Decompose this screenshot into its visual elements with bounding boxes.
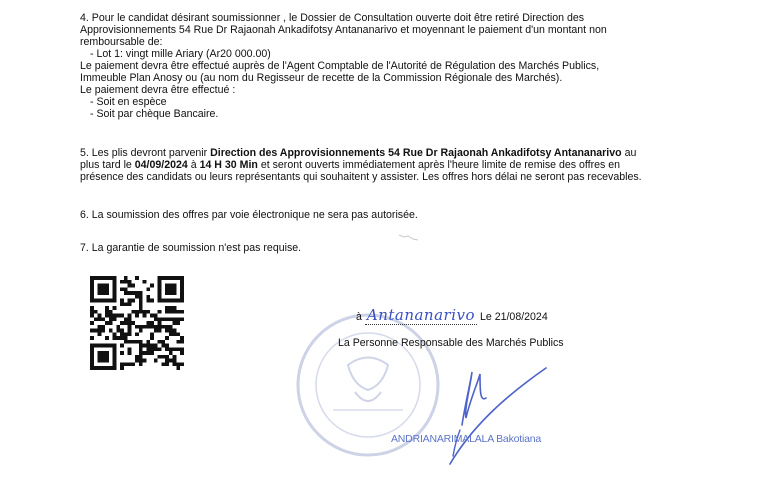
payment-option-cash: - Soit en espèce [90,96,167,108]
section-4-line-6: Le paiement devra être effectué : [80,84,236,96]
place-handwritten: Antananarivo [366,306,476,324]
deadline-date: 04/09/2024 [134,159,188,171]
deadline-time: 14 H 30 Min [199,159,258,171]
section-4-payment [80,12,697,120]
section-5-line-1: 5. Les plis devront parvenir Direction des Approvisionnements 54 Rue Dr Rajaonah Ankadifotsy Antananarivo au [80,147,637,159]
place-prefix: à [356,311,362,323]
section-4-line-5: Immeuble Plan Anosy ou (au nom du Regisseur de recette de la Commission Régionale des Marchés). [80,72,563,84]
handwritten-signature [420,360,560,465]
section-5-submission [80,147,697,183]
section-6-electronic: 6. La soumission des offres par voie électronique ne sera pas autorisée. [80,209,418,221]
section-4-line-2: Approvisionnements 54 Rue Dr Rajaonah Ankadifotsy Antananarivo et moyennant le paiement d'un montant non [80,24,607,36]
section-5-line-2: plus tard le 04/09/2024 à 14 H 30 Min et seront ouverts immédiatement après l'heure limite de remise des offres en [80,159,621,171]
section-5-line-3: présence des candidats ou leurs représentants qui souhaitent y assister. Les offres hors délai ne seront pas recevables. [80,171,642,183]
scan-mark-icon [398,232,420,242]
section-4-line-1: 4. Pour le candidat désirant soumissionner , le Dossier de Consultation ouverte doit être retiré Direction des [80,12,585,24]
signatory-role: La Personne Responsable des Marchés Publics [338,337,564,349]
submission-address: Direction des Approvisionnements 54 Rue Dr Rajaonah Ankadifotsy Antananarivo [210,147,622,159]
section-7-guarantee: 7. La garantie de soumission n'est pas requise. [80,242,302,254]
payment-option-cheque: - Soit par chèque Bancaire. [90,108,219,120]
section-4-line-4: Le paiement devra être effectué auprès de l'Agent Comptable de l'Autorité de Régulation des Marchés Publics, [80,60,600,72]
place-date-line [356,306,548,324]
signature-date: Le 21/08/2024 [479,311,548,323]
section-4-line-3: remboursable de: [80,36,163,48]
lot-1-fee: - Lot 1: vingt mille Ariary (Ar20 000.00) [90,48,271,60]
signatory-name: ANDRIANARIMALALA Bakotiana [391,433,542,445]
qr-code-icon [90,276,184,370]
